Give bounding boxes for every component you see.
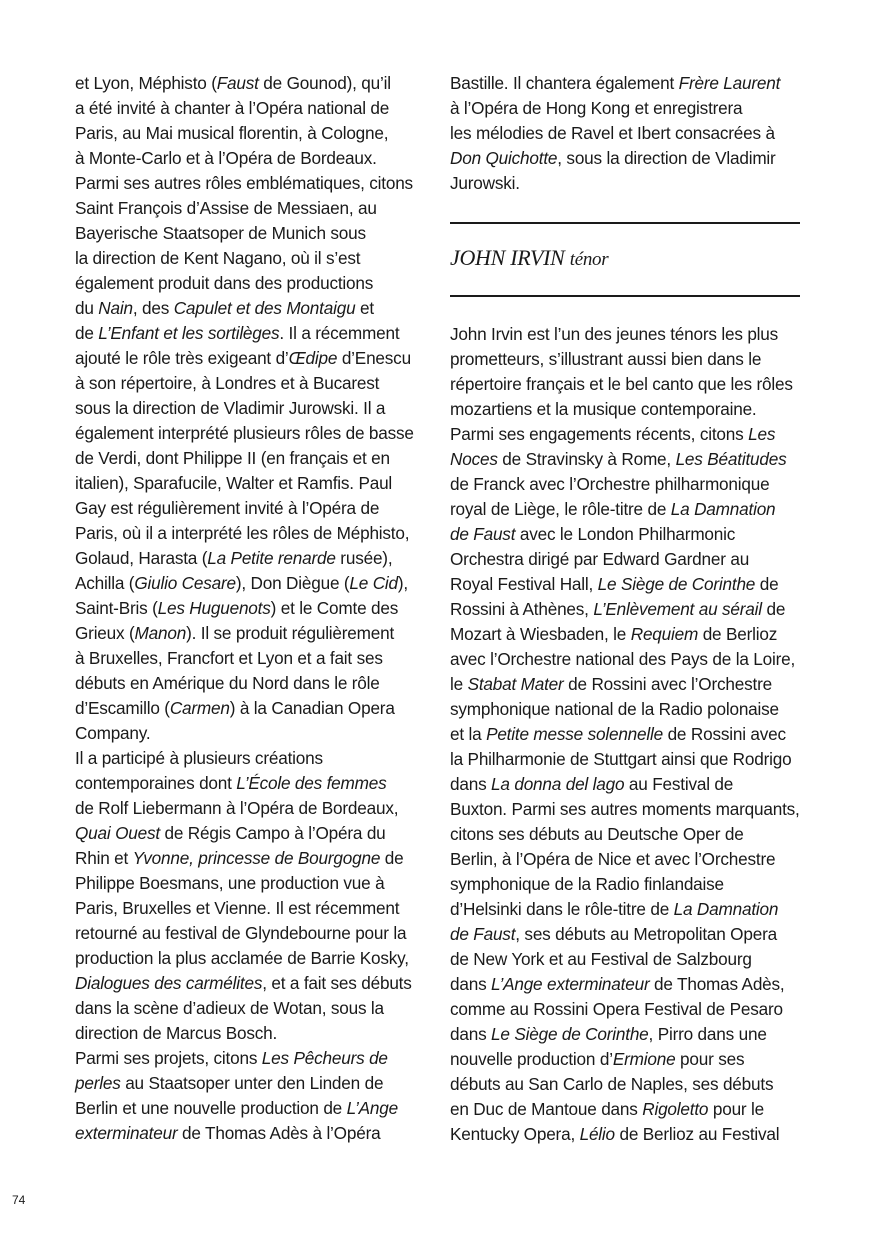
italic-title: Le Siège de Corinthe	[597, 574, 756, 594]
text-line	[450, 171, 800, 196]
text-run: symphonique de la Radio finlandaise	[450, 874, 724, 894]
text-run: également interprété plusieurs rôles de basse	[75, 423, 414, 443]
text-line	[75, 296, 427, 321]
italic-title: Rigoletto	[642, 1099, 709, 1119]
text-line	[75, 571, 427, 596]
text-line	[75, 696, 427, 721]
text-line	[450, 822, 800, 847]
text-line	[75, 621, 427, 646]
text-run: Paris, Bruxelles et Vienne. Il est récemment	[75, 898, 400, 918]
text-run: dans	[450, 774, 492, 794]
heading-rule-top	[450, 222, 800, 224]
text-run: Jurowski.	[450, 173, 520, 193]
text-line	[450, 572, 800, 597]
text-run: contemporaines dont	[75, 773, 237, 793]
text-run: symphonique national de la Radio polonaise	[450, 699, 779, 719]
text-run: la direction de Kent Nagano, où il s’est	[75, 248, 361, 268]
page-number: 74	[12, 1193, 26, 1207]
text-run: ) et le Comte des	[270, 598, 399, 618]
text-line	[75, 1046, 427, 1071]
text-run: Orchestra dirigé par Edward Gardner au	[450, 549, 750, 569]
text-run: , sous la direction de Vladimir	[557, 148, 776, 168]
text-run: Parmi ses projets, citons	[75, 1048, 262, 1068]
text-line	[75, 346, 427, 371]
text-line	[75, 771, 427, 796]
text-run: de Franck avec l’Orchestre philharmonique	[450, 474, 770, 494]
text-line	[450, 522, 800, 547]
text-run: la Philharmonie de Stuttgart ainsi que Rodrigo	[450, 749, 792, 769]
text-run: Rossini à Athènes,	[450, 599, 594, 619]
text-run: au Festival de	[624, 774, 734, 794]
text-line	[450, 622, 800, 647]
text-run: . Il a récemment	[279, 323, 400, 343]
text-run: John Irvin est l’un des jeunes ténors les plus	[450, 324, 779, 344]
text-line	[450, 697, 800, 722]
text-line	[450, 897, 800, 922]
italic-title: Les Huguenots	[157, 598, 271, 618]
text-line	[75, 396, 427, 421]
italic-title: La donna del lago	[491, 774, 625, 794]
text-run: Buxton. Parmi ses autres moments marquants,	[450, 799, 800, 819]
text-line	[450, 472, 800, 497]
text-line	[75, 246, 427, 271]
text-line	[450, 146, 800, 171]
text-run: de Berlioz au Festival	[614, 1124, 780, 1144]
text-run: retourné au festival de Glyndebourne pour la	[75, 923, 407, 943]
text-run: d’Escamillo (	[75, 698, 170, 718]
text-line	[450, 422, 800, 447]
text-line	[450, 772, 800, 797]
right-column-continuation	[450, 71, 800, 196]
text-run: Kentucky Opera,	[450, 1124, 580, 1144]
text-run: Gay est régulièrement invité à l’Opéra de	[75, 498, 380, 518]
text-line	[75, 721, 427, 746]
italic-title: Quai Ouest	[75, 823, 160, 843]
text-run: de Berlioz	[698, 624, 778, 644]
text-run: Parmi ses autres rôles emblématiques, citons	[75, 173, 413, 193]
text-run: de	[761, 599, 786, 619]
left-column	[75, 71, 427, 1146]
text-line	[75, 646, 427, 671]
text-run: de Rossini avec	[663, 724, 786, 744]
text-line	[450, 747, 800, 772]
text-run: dans	[450, 974, 492, 994]
text-run: Saint-Bris (	[75, 598, 158, 618]
text-run: Achilla (	[75, 573, 135, 593]
text-run: à l’Opéra de Hong Kong et enregistrera	[450, 98, 743, 118]
text-line	[75, 371, 427, 396]
italic-title: Petite messe solennelle	[486, 724, 663, 744]
italic-title: Frère Laurent	[678, 73, 781, 93]
text-run: ),	[397, 573, 409, 593]
text-run: dans la scène d’adieux de Wotan, sous la	[75, 998, 384, 1018]
italic-title: L’Ange	[346, 1098, 398, 1118]
text-run: de Régis Campo à l’Opéra du	[159, 823, 386, 843]
text-run: également produit dans des productions	[75, 273, 374, 293]
text-line	[450, 372, 800, 397]
text-run: ) à la Canadian Opera	[229, 698, 395, 718]
text-run: de	[380, 848, 404, 868]
text-line	[450, 1072, 800, 1097]
italic-title: perles	[75, 1073, 121, 1093]
text-run: citons ses débuts au Deutsche Oper de	[450, 824, 744, 844]
text-run: Philippe Boesmans, une production vue à	[75, 873, 385, 893]
text-run: , Pirro dans une	[648, 1024, 767, 1044]
text-line	[75, 921, 427, 946]
text-line	[75, 1096, 427, 1121]
text-line	[450, 797, 800, 822]
italic-title: Capulet et des Montaigu	[173, 298, 356, 318]
text-line	[450, 497, 800, 522]
text-run: du	[75, 298, 99, 318]
italic-title: de Faust	[450, 924, 516, 944]
text-run: débuts au San Carlo de Naples, ses débuts	[450, 1074, 774, 1094]
text-line	[450, 1022, 800, 1047]
text-run: de Gounod), qu’il	[258, 73, 391, 93]
text-line	[75, 71, 427, 96]
text-line	[75, 596, 427, 621]
italic-title: Stabat Mater	[467, 674, 564, 694]
text-line	[450, 1122, 800, 1147]
text-line	[450, 347, 800, 372]
text-run: répertoire français et le bel canto que les rôles	[450, 374, 793, 394]
text-run: de	[755, 574, 779, 594]
text-line	[75, 1121, 427, 1146]
italic-title: Don Quichotte	[450, 148, 558, 168]
italic-title: Requiem	[630, 624, 699, 644]
text-run: à son répertoire, à Londres et à Bucarest	[75, 373, 380, 393]
voice-type: ténor	[569, 249, 609, 270]
text-line	[450, 322, 800, 347]
text-line	[450, 121, 800, 146]
text-line	[450, 672, 800, 697]
text-line	[75, 196, 427, 221]
text-run: et	[355, 298, 374, 318]
text-run: royal de Liège, le rôle-titre de	[450, 499, 671, 519]
text-run: de Rossini avec l’Orchestre	[563, 674, 772, 694]
text-run: Rhin et	[75, 848, 133, 868]
text-run: ). Il se produit régulièrement	[186, 623, 395, 643]
italic-title: Dialogues des carmélites	[75, 973, 263, 993]
text-run: prometteurs, s’illustrant aussi bien dans le	[450, 349, 762, 369]
text-line	[450, 947, 800, 972]
italic-title: L’Enlèvement au sérail	[593, 599, 762, 619]
text-line	[450, 71, 800, 96]
italic-title: Ermione	[612, 1049, 676, 1069]
text-run: pour ses	[675, 1049, 745, 1069]
text-line	[75, 946, 427, 971]
text-line	[75, 546, 427, 571]
italic-title: Giulio Cesare	[134, 573, 236, 593]
italic-title: Lélio	[579, 1124, 615, 1144]
text-run: Bayerische Staatsoper de Munich sous	[75, 223, 366, 243]
text-line	[75, 271, 427, 296]
text-run: , ses débuts au Metropolitan Opera	[515, 924, 777, 944]
text-run: et Lyon, Méphisto (	[75, 73, 217, 93]
text-run: débuts en Amérique du Nord dans le rôle	[75, 673, 380, 693]
text-run: a été invité à chanter à l’Opéra national de	[75, 98, 390, 118]
text-run: dans	[450, 1024, 492, 1044]
italic-title: Les	[748, 424, 776, 444]
text-line	[450, 847, 800, 872]
text-line	[75, 471, 427, 496]
text-run: de Stravinsky à Rome,	[497, 449, 676, 469]
text-run: en Duc de Mantoue dans	[450, 1099, 643, 1119]
italic-title: Les Pêcheurs de	[261, 1048, 388, 1068]
text-run: Paris, au Mai musical florentin, à Cologne,	[75, 123, 389, 143]
text-line	[75, 446, 427, 471]
italic-title: Nain	[98, 298, 133, 318]
text-run: au Staatsoper unter den Linden de	[120, 1073, 384, 1093]
text-run: Il a participé à plusieurs créations	[75, 748, 323, 768]
text-line	[450, 647, 800, 672]
text-line	[450, 972, 800, 997]
italic-title: La Damnation	[673, 899, 779, 919]
text-run: les mélodies de Ravel et Ibert consacrées à	[450, 123, 775, 143]
text-run: nouvelle production d’	[450, 1049, 613, 1069]
text-line	[75, 121, 427, 146]
text-run: direction de Marcus Bosch.	[75, 1023, 278, 1043]
italic-title: La Petite renarde	[207, 548, 336, 568]
text-line	[75, 421, 427, 446]
text-run: mozartiens et la musique contemporaine.	[450, 399, 757, 419]
italic-title: Carmen	[169, 698, 230, 718]
text-line	[450, 1047, 800, 1072]
text-run: , des	[132, 298, 174, 318]
text-line	[75, 221, 427, 246]
text-run: Saint François d’Assise de Messiaen, au	[75, 198, 377, 218]
text-run: de Verdi, dont Philippe II (en français et en	[75, 448, 390, 468]
text-line	[75, 846, 427, 871]
text-run: production la plus acclamée de Barrie Kosky,	[75, 948, 409, 968]
text-run: le	[450, 674, 468, 694]
text-run: Company.	[75, 723, 151, 743]
text-run: pour le	[708, 1099, 765, 1119]
heading-rule-bottom	[450, 295, 800, 297]
text-run: ), Don Diègue (	[235, 573, 350, 593]
text-line	[75, 146, 427, 171]
text-run: Parmi ses engagements récents, citons	[450, 424, 749, 444]
text-line	[450, 397, 800, 422]
text-run: et la	[450, 724, 487, 744]
text-line	[450, 597, 800, 622]
italic-title: de Faust	[450, 524, 516, 544]
text-run: Golaud, Harasta (	[75, 548, 208, 568]
text-run: ajouté le rôle très exigeant d’	[75, 348, 289, 368]
text-line	[75, 1021, 427, 1046]
text-run: de Thomas Adès,	[649, 974, 785, 994]
italic-title: Le Siège de Corinthe	[491, 1024, 649, 1044]
text-run: à Bruxelles, Francfort et Lyon et a fait ses	[75, 648, 383, 668]
text-run: de New York et au Festival de Salzbourg	[450, 949, 752, 969]
singer-name: JOHN IRVIN	[450, 245, 565, 270]
text-run: avec l’Orchestre national des Pays de la Loire,	[450, 649, 796, 669]
text-run: sous la direction de Vladimir Jurowski. Il a	[75, 398, 386, 418]
text-line	[75, 496, 427, 521]
text-line	[75, 871, 427, 896]
text-line	[450, 722, 800, 747]
text-line	[450, 997, 800, 1022]
text-run: à Monte-Carlo et à l’Opéra de Bordeaux.	[75, 148, 377, 168]
text-run: italien), Sparafucile, Walter et Ramfis. Paul	[75, 473, 393, 493]
italic-title: Œdipe	[288, 348, 338, 368]
text-line	[75, 521, 427, 546]
text-run: d’Enescu	[337, 348, 411, 368]
text-run: d’Helsinki dans le rôle-titre de	[450, 899, 674, 919]
text-run: Bastille. Il chantera également	[450, 73, 679, 93]
text-line	[75, 1071, 427, 1096]
text-run: de Rolf Liebermann à l’Opéra de Bordeaux,	[75, 798, 399, 818]
italic-title: La Damnation	[670, 499, 776, 519]
text-run: Mozart à Wiesbaden, le	[450, 624, 631, 644]
text-line	[75, 321, 427, 346]
text-run: Berlin et une nouvelle production de	[75, 1098, 347, 1118]
text-run: Grieux (	[75, 623, 135, 643]
text-run: de Thomas Adès à l’Opéra	[177, 1123, 381, 1143]
text-line	[75, 671, 427, 696]
text-run: rusée),	[335, 548, 393, 568]
text-line	[75, 996, 427, 1021]
italic-title: Yvonne, princesse de Bourgogne	[132, 848, 381, 868]
text-run: Royal Festival Hall,	[450, 574, 598, 594]
italic-title: Les Béatitudes	[675, 449, 787, 469]
text-line	[450, 922, 800, 947]
text-line	[75, 821, 427, 846]
italic-title: Noces	[450, 449, 498, 469]
text-line	[75, 96, 427, 121]
text-line	[75, 971, 427, 996]
text-run: Paris, où il a interprété les rôles de Méphisto,	[75, 523, 410, 543]
text-line	[450, 447, 800, 472]
italic-title: Faust	[216, 73, 259, 93]
right-column-bio	[450, 322, 800, 1147]
text-run: , et a fait ses débuts	[262, 973, 412, 993]
italic-title: L’Ange exterminateur	[491, 974, 650, 994]
text-line	[75, 896, 427, 921]
text-line	[450, 547, 800, 572]
text-line	[75, 796, 427, 821]
section-heading	[450, 244, 608, 274]
text-line	[450, 96, 800, 121]
italic-title: Le Cid	[349, 573, 398, 593]
text-run: avec le London Philharmonic	[515, 524, 736, 544]
text-line	[450, 1097, 800, 1122]
italic-title: L’École des femmes	[236, 773, 387, 793]
text-line	[450, 872, 800, 897]
text-run: Berlin, à l’Opéra de Nice et avec l’Orchestre	[450, 849, 776, 869]
text-line	[75, 171, 427, 196]
italic-title: exterminateur	[75, 1123, 178, 1143]
text-line	[75, 746, 427, 771]
text-run: de	[75, 323, 99, 343]
text-run: comme au Rossini Opera Festival de Pesaro	[450, 999, 783, 1019]
italic-title: Manon	[134, 623, 187, 643]
italic-title: L’Enfant et les sortilèges	[98, 323, 280, 343]
